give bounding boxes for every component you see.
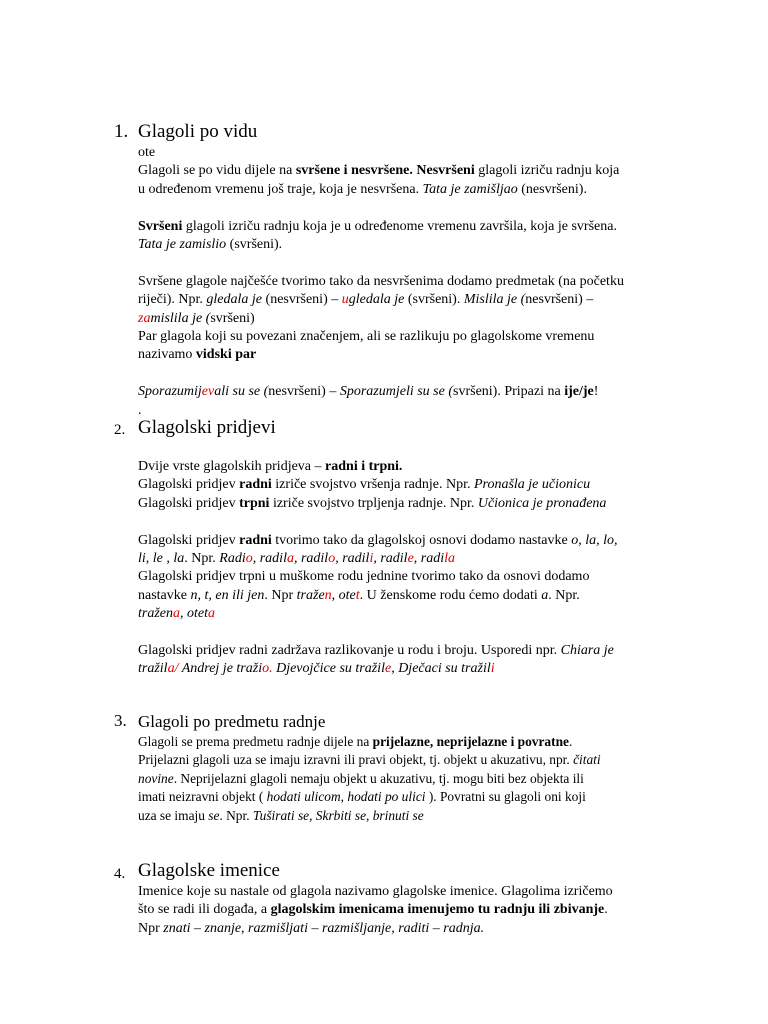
text-run: . Npr. bbox=[219, 807, 253, 823]
text-run: Tuširati se, Skrbiti se, brinuti se bbox=[252, 807, 424, 823]
text-run: izriče svojstvo trpljenja radnje. Npr. bbox=[269, 495, 478, 511]
text-line bbox=[138, 402, 142, 420]
text-run: Svršeni bbox=[138, 218, 183, 234]
text-run: Glagoli se po vidu dijele na bbox=[138, 163, 296, 179]
text-line bbox=[138, 587, 580, 605]
text-line bbox=[138, 733, 572, 751]
text-run: a/ bbox=[167, 661, 179, 677]
text-run: svršeni). Pripazi na bbox=[453, 384, 565, 400]
text-run: , radil bbox=[252, 551, 287, 566]
text-run: o. bbox=[262, 661, 273, 677]
text-run: Svršene glagole najčešće tvorimo tako da nesvršenima dodamo predmetak (na početku bbox=[138, 273, 624, 289]
text-line bbox=[138, 807, 424, 825]
section-title: Glagolski pridjevi bbox=[138, 417, 276, 438]
text-run: o, la, lo, bbox=[571, 532, 618, 548]
text-run: nesvršeni) – bbox=[268, 384, 340, 400]
text-line bbox=[138, 273, 624, 291]
text-line bbox=[138, 346, 256, 364]
section-number: 4. bbox=[114, 866, 126, 882]
text-line bbox=[138, 751, 601, 769]
text-run: Glagoli se prema predmetu radnje dijele na bbox=[138, 734, 373, 749]
text-run: . bbox=[604, 902, 608, 918]
text-run: Andrej je traži bbox=[178, 661, 263, 677]
section-title: Glagoli po predmetu radnje bbox=[138, 712, 326, 731]
text-run: trpni bbox=[239, 495, 270, 511]
text-line bbox=[138, 532, 617, 550]
text-run: Glagolski pridjev bbox=[138, 477, 240, 493]
text-run: , radil bbox=[335, 551, 370, 566]
text-run: a bbox=[541, 587, 549, 603]
text-run: , ote bbox=[331, 587, 356, 603]
text-run: Prijelazni glagoli uza se imaju izravni ili pravi objekt, tj. objekt u akuzativu, npr. bbox=[138, 752, 574, 768]
text-line bbox=[138, 291, 593, 309]
text-run: mislila je ( bbox=[150, 310, 211, 326]
text-run: svršeni) bbox=[210, 310, 255, 326]
text-run: Učionica je pronađena bbox=[477, 495, 607, 511]
text-line bbox=[138, 181, 587, 199]
text-line bbox=[138, 550, 455, 568]
text-run: radni bbox=[239, 532, 272, 548]
text-run: riječi). Npr. bbox=[138, 292, 207, 308]
text-line bbox=[138, 605, 215, 623]
text-run: hodati ulicom bbox=[266, 789, 341, 805]
text-run: . Npr. bbox=[184, 551, 220, 566]
text-run: prijelazne, neprijelazne i povratne bbox=[372, 734, 569, 749]
text-line bbox=[138, 568, 589, 586]
text-line bbox=[138, 144, 155, 162]
text-line bbox=[138, 901, 608, 919]
text-run: svršene i nesvršene. Nesvršeni bbox=[295, 163, 475, 179]
text-run: čitati bbox=[573, 752, 601, 768]
text-run: radni i trpni. bbox=[325, 459, 403, 474]
text-run: , radi bbox=[413, 551, 445, 566]
text-run: tražen bbox=[138, 606, 173, 622]
text-run: Glagolski pridjev trpni u muškome rodu jednine tvorimo tako da osnovi dodamo bbox=[138, 569, 590, 585]
text-run: e bbox=[407, 551, 414, 566]
text-line bbox=[138, 310, 255, 328]
text-run: traže bbox=[296, 587, 325, 603]
section-title: Glagolske imenice bbox=[138, 860, 280, 881]
text-line bbox=[138, 476, 590, 494]
text-run: u određenom vremenu još traje, koja je nesvršena. bbox=[138, 181, 423, 197]
text-run: o bbox=[328, 551, 336, 566]
text-run: Mislila je ( bbox=[463, 292, 526, 308]
text-run: , bbox=[340, 789, 348, 805]
text-run: ! bbox=[593, 384, 599, 400]
text-run: i bbox=[369, 551, 374, 566]
text-run: n bbox=[324, 587, 332, 603]
text-run: Par glagola koji su povezani značenjem, ali se razlikuju po glagolskome vremenu bbox=[138, 329, 595, 344]
text-line bbox=[138, 788, 586, 806]
text-run: Imenice koje su nastale od glagola nazivamo glagolske imenice. Glagolima izričemo bbox=[138, 884, 613, 899]
text-run: radni bbox=[239, 477, 272, 493]
section-number: 1. bbox=[114, 121, 129, 142]
section-number: 2. bbox=[114, 422, 126, 438]
text-run: Glagolski pridjev bbox=[138, 495, 240, 511]
text-line bbox=[138, 458, 402, 476]
text-run: što se radi ili događa, a bbox=[138, 902, 271, 918]
text-run: Dvije vrste glagolskih pridjeva – bbox=[138, 459, 326, 474]
text-run: (svršeni). bbox=[404, 292, 464, 308]
text-run: hodati po ulici bbox=[347, 789, 426, 805]
text-run: , Dječaci su tražil bbox=[391, 661, 491, 677]
text-run: Npr bbox=[138, 920, 164, 936]
text-run: li, le , la bbox=[138, 551, 185, 566]
text-run: a bbox=[208, 606, 215, 622]
text-run: glagolskim imenicama imenujemo tu radnju ili zbivanje bbox=[270, 902, 605, 918]
text-run: . U ženskome rodu ćemo dodati bbox=[359, 587, 542, 603]
text-line bbox=[138, 328, 594, 346]
text-run: znati – znanje, razmišljati – razmišljanje, raditi – radnja. bbox=[163, 920, 485, 936]
text-run: gledala je bbox=[206, 292, 263, 308]
text-run: Tata je zamišljao bbox=[422, 181, 518, 197]
text-line bbox=[138, 642, 614, 660]
text-run: n, t, en ili jen bbox=[190, 587, 265, 603]
text-run: gledala je bbox=[348, 292, 405, 308]
text-line bbox=[138, 495, 606, 513]
text-run: , radil bbox=[293, 551, 329, 566]
text-run: uza se imaju bbox=[138, 807, 209, 823]
section-number: 3. bbox=[114, 711, 127, 730]
text-run: izriče svojstvo vršenja radnje. Npr. bbox=[271, 477, 474, 493]
text-run: Glagolski pridjev radni zadržava razlikovanje u rodu i broju. Usporedi npr. bbox=[138, 643, 561, 658]
text-run: nesvršeni) – bbox=[525, 292, 594, 308]
text-run: Chiara je bbox=[560, 643, 614, 658]
text-line bbox=[138, 883, 613, 901]
text-run: za bbox=[138, 310, 151, 326]
text-run: . bbox=[138, 402, 142, 418]
text-run: . Npr bbox=[264, 587, 297, 603]
text-run: glagoli izriču radnju koja bbox=[474, 163, 620, 179]
text-line bbox=[138, 162, 619, 180]
text-run: . Neprijelazni glagoli nemaju objekt u akuzativu, tj. mogu biti bez objekta ili bbox=[173, 770, 584, 786]
text-run: Pronašla je učionicu bbox=[473, 477, 591, 493]
text-run: ali su se ( bbox=[214, 384, 269, 400]
text-run: a bbox=[173, 606, 180, 622]
text-run: ev bbox=[201, 384, 215, 400]
text-line bbox=[138, 383, 598, 401]
text-run: . bbox=[568, 734, 573, 749]
text-line bbox=[138, 660, 495, 678]
text-run: t bbox=[355, 587, 360, 603]
text-line bbox=[138, 770, 584, 788]
text-run: u bbox=[341, 292, 349, 308]
text-run: (svršeni). bbox=[226, 237, 283, 252]
text-run: o bbox=[245, 551, 253, 566]
text-run: se bbox=[208, 807, 220, 823]
text-run: Djevojčice su tražil bbox=[272, 661, 385, 677]
text-run: nazivamo bbox=[138, 347, 196, 363]
text-run: la bbox=[444, 551, 456, 566]
text-run: (nesvršeni). bbox=[517, 181, 587, 197]
text-run: . Npr. bbox=[548, 587, 580, 603]
text-run: nastavke bbox=[138, 587, 191, 603]
text-run: ije/je bbox=[564, 384, 594, 400]
text-run: tvorimo tako da glagolskoj osnovi dodamo nastavke bbox=[271, 532, 572, 548]
text-line bbox=[138, 236, 282, 254]
text-run: tražil bbox=[138, 661, 168, 677]
text-line bbox=[138, 920, 484, 938]
text-run: vidski par bbox=[195, 347, 257, 363]
text-run: a bbox=[286, 551, 294, 566]
text-run: Radi bbox=[219, 551, 246, 566]
text-run: ). Povratni su glagoli oni koji bbox=[425, 789, 586, 805]
text-run: novine bbox=[138, 770, 174, 786]
text-run: imati neizravni objekt ( bbox=[138, 789, 267, 805]
text-run: Sporazumij bbox=[138, 384, 202, 400]
text-run: Tata je zamislio bbox=[138, 237, 227, 252]
text-run: (nesvršeni) – bbox=[262, 292, 342, 308]
text-run: e bbox=[384, 661, 392, 677]
text-run: , radil bbox=[373, 551, 408, 566]
text-run: ote bbox=[138, 145, 156, 160]
text-run: Sporazumjeli su se ( bbox=[339, 384, 454, 400]
section-title: Glagoli po vidu bbox=[138, 121, 258, 142]
text-run: i bbox=[490, 661, 495, 677]
text-run: glagoli izriču radnju koja je u određenome vremenu završila, koja je svršena. bbox=[182, 218, 617, 234]
text-run: , otet bbox=[180, 606, 208, 622]
text-run: Glagolski pridjev bbox=[138, 532, 240, 548]
text-line bbox=[138, 218, 617, 236]
